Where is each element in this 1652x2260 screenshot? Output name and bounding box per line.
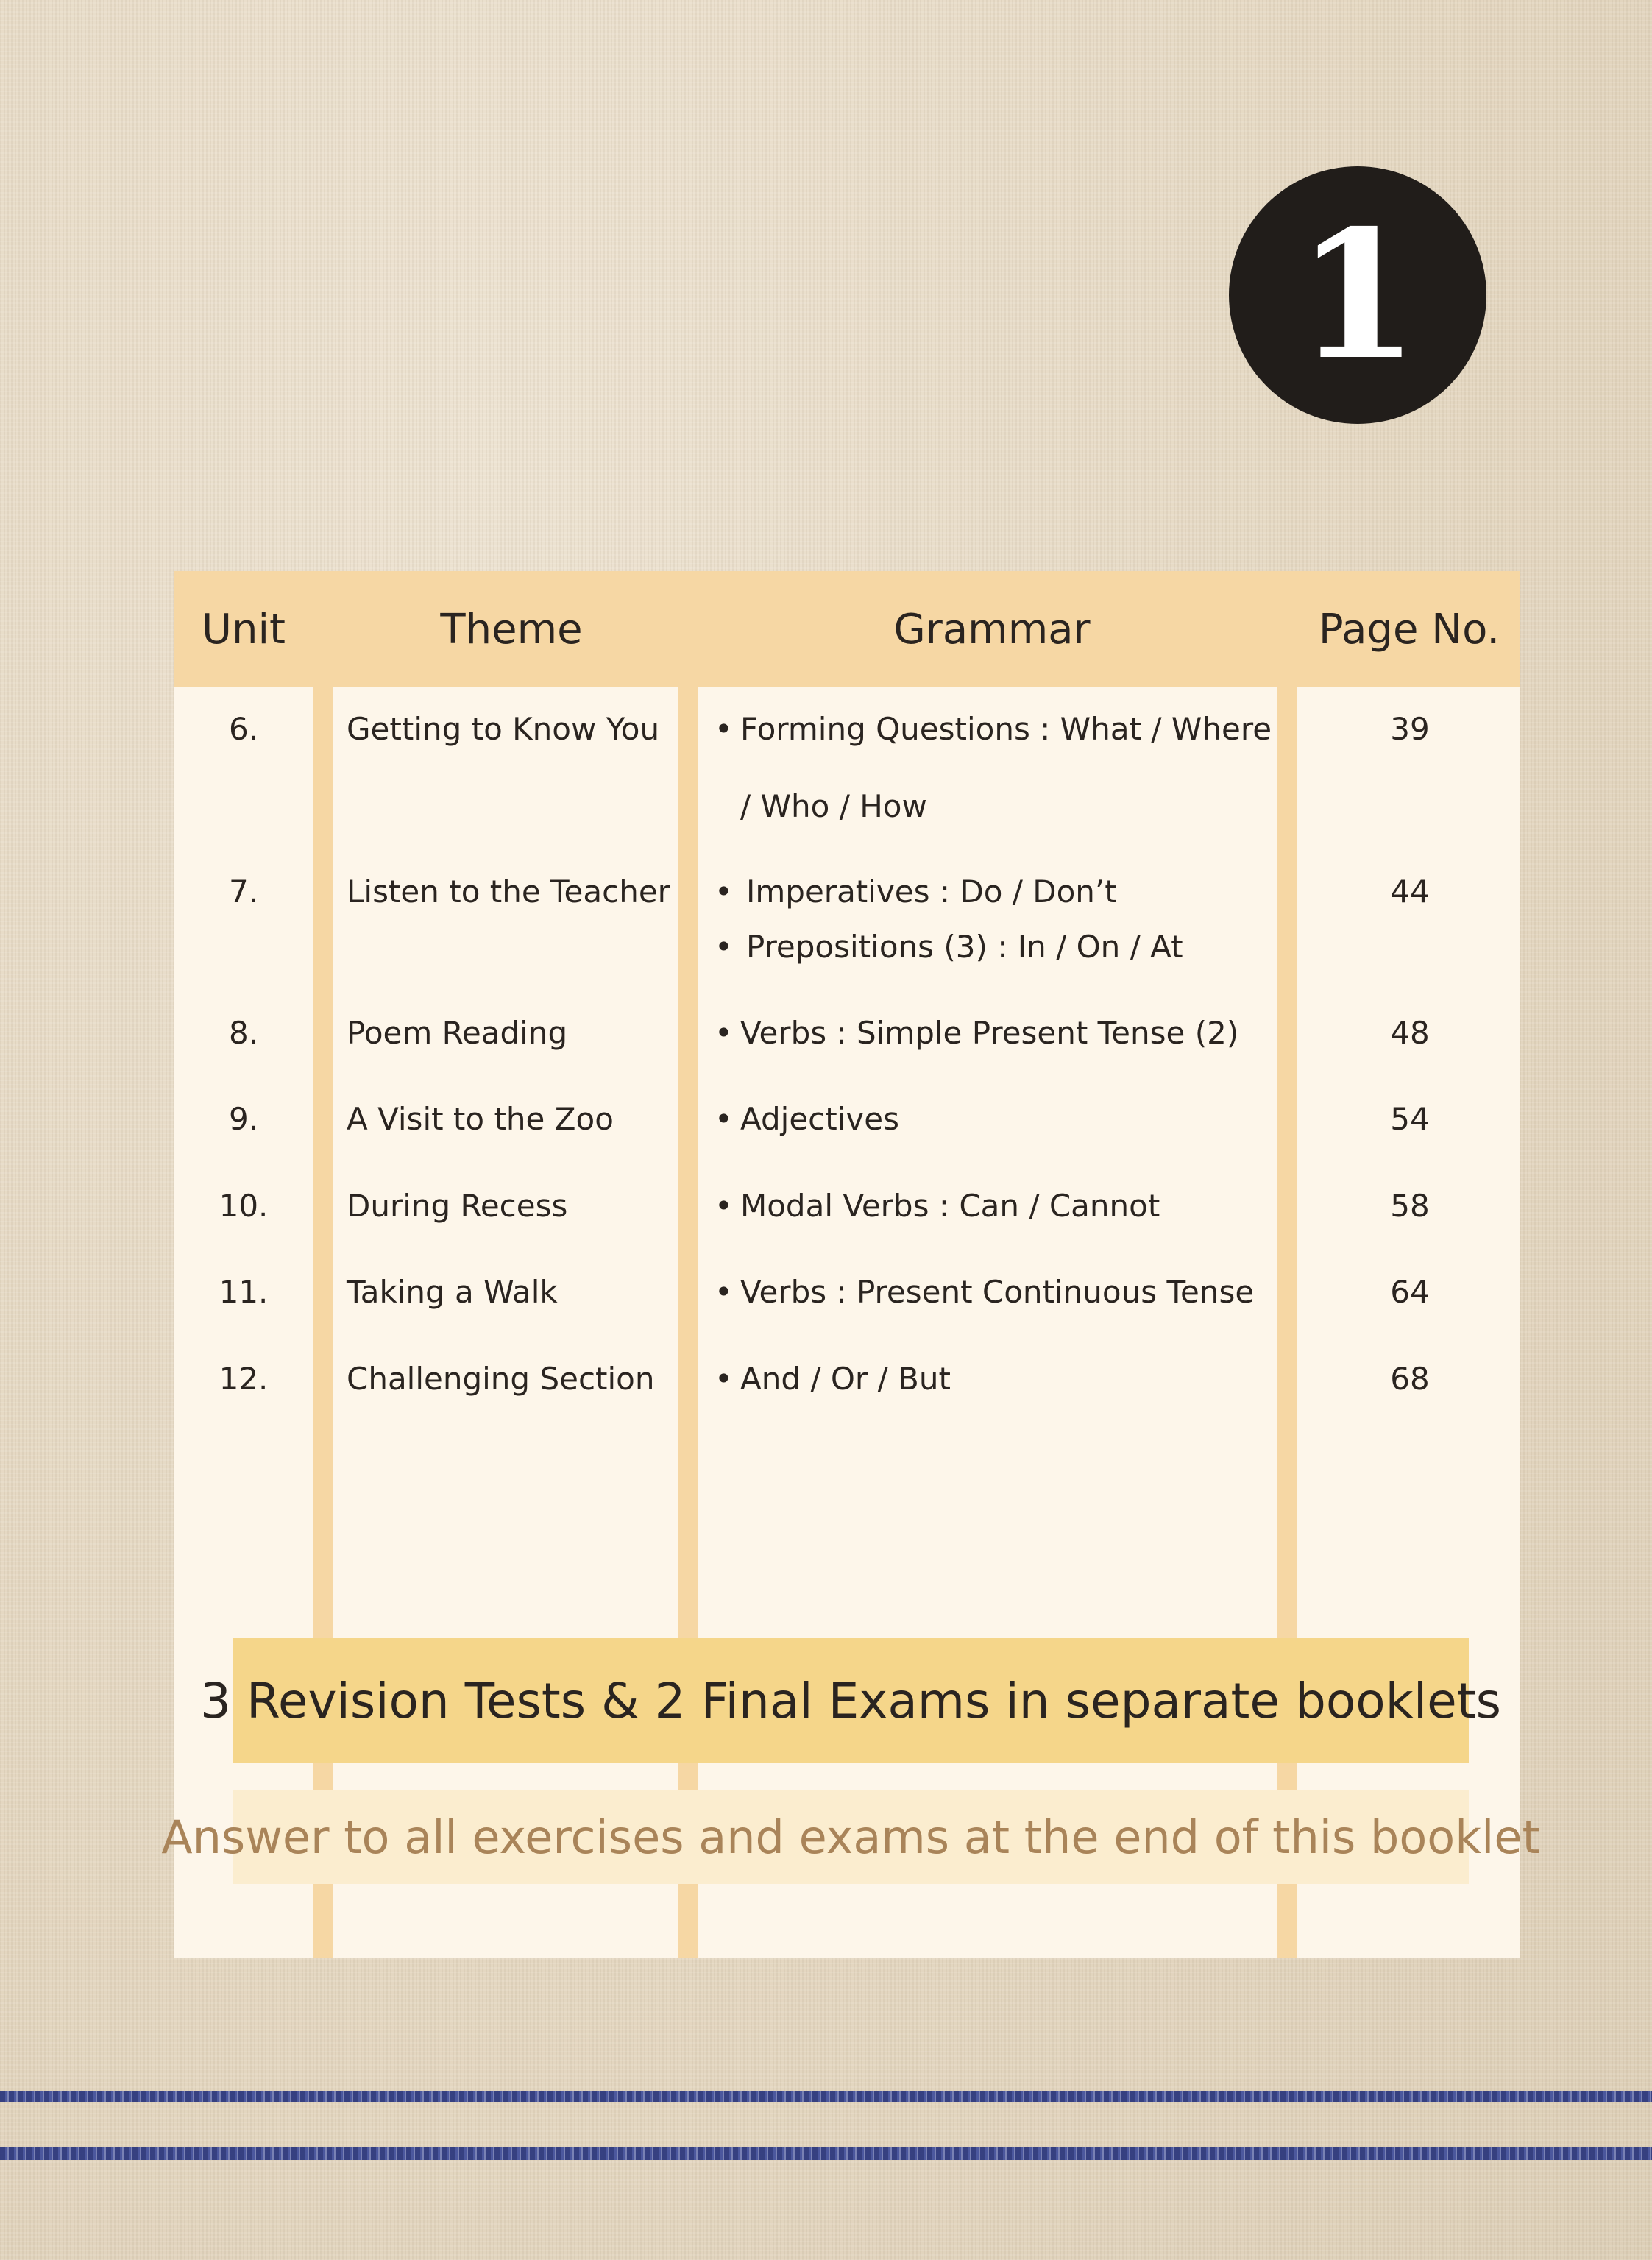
unit-number-badge <box>1229 166 1486 424</box>
grammar-topic: Verbs : Present Continuous Tense <box>740 1274 1255 1310</box>
page-number: 68 <box>1390 1361 1430 1397</box>
page-number: 48 <box>1390 1015 1430 1051</box>
theme-title: Poem Reading <box>347 1015 568 1051</box>
page-number: 54 <box>1390 1101 1430 1137</box>
header-grammar: Grammar <box>893 605 1091 653</box>
header-theme: Theme <box>440 605 583 653</box>
header-unit: Unit <box>202 605 286 653</box>
unit-number: 7. <box>228 874 259 910</box>
table-header <box>174 571 1520 687</box>
bullet-icon: • <box>715 1188 733 1224</box>
bullet-icon: • <box>715 1101 733 1137</box>
grammar-topic: Imperatives : Do / Don’t <box>746 874 1117 910</box>
page-number: 44 <box>1390 874 1430 910</box>
grammar-topic: Verbs : Simple Present Tense (2) <box>740 1015 1239 1051</box>
bullet-icon: • <box>715 929 733 965</box>
theme-title: During Recess <box>347 1188 568 1224</box>
page-number: 64 <box>1390 1274 1430 1310</box>
unit-number: 6. <box>228 711 259 747</box>
bullet-icon: • <box>715 874 733 910</box>
unit-number: 8. <box>228 1015 259 1051</box>
fabric-stripe <box>0 2147 1652 2160</box>
contents-table <box>161 571 1540 1958</box>
revision-tests-banner: 3 Revision Tests & 2 Final Exams in separate booklets <box>233 1638 1469 1763</box>
bullet-icon: • <box>715 1361 733 1397</box>
header-page: Page No. <box>1318 605 1500 653</box>
grammar-topic: / Who / How <box>740 788 927 824</box>
theme-title: Listen to the Teacher <box>347 874 670 910</box>
unit-number: 11. <box>219 1274 269 1310</box>
badge-number: 1 <box>1296 191 1419 399</box>
theme-title: Getting to Know You <box>347 711 660 747</box>
unit-number: 9. <box>228 1101 259 1137</box>
unit-number: 10. <box>219 1188 269 1224</box>
column-divider <box>678 687 698 1958</box>
grammar-topic: Adjectives <box>740 1101 899 1137</box>
bullet-icon: • <box>715 1015 733 1051</box>
page-number: 58 <box>1390 1188 1430 1224</box>
grammar-topic: Modal Verbs : Can / Cannot <box>740 1188 1160 1224</box>
unit-number: 12. <box>219 1361 269 1397</box>
grammar-topic: Forming Questions : What / Where <box>740 711 1272 747</box>
answers-note-banner: Answer to all exercises and exams at the end of this booklet <box>233 1790 1469 1884</box>
column-divider <box>1277 687 1297 1958</box>
bullet-icon: • <box>715 711 733 747</box>
theme-title: A Visit to the Zoo <box>347 1101 614 1137</box>
theme-title: Taking a Walk <box>347 1274 558 1310</box>
column-divider <box>313 687 333 1958</box>
grammar-topic: And / Or / But <box>740 1361 951 1397</box>
page-number: 39 <box>1390 711 1430 747</box>
theme-title: Challenging Section <box>347 1361 655 1397</box>
fabric-stripe <box>0 2091 1652 2102</box>
grammar-topic: Prepositions (3) : In / On / At <box>746 929 1183 965</box>
bullet-icon: • <box>715 1274 733 1310</box>
